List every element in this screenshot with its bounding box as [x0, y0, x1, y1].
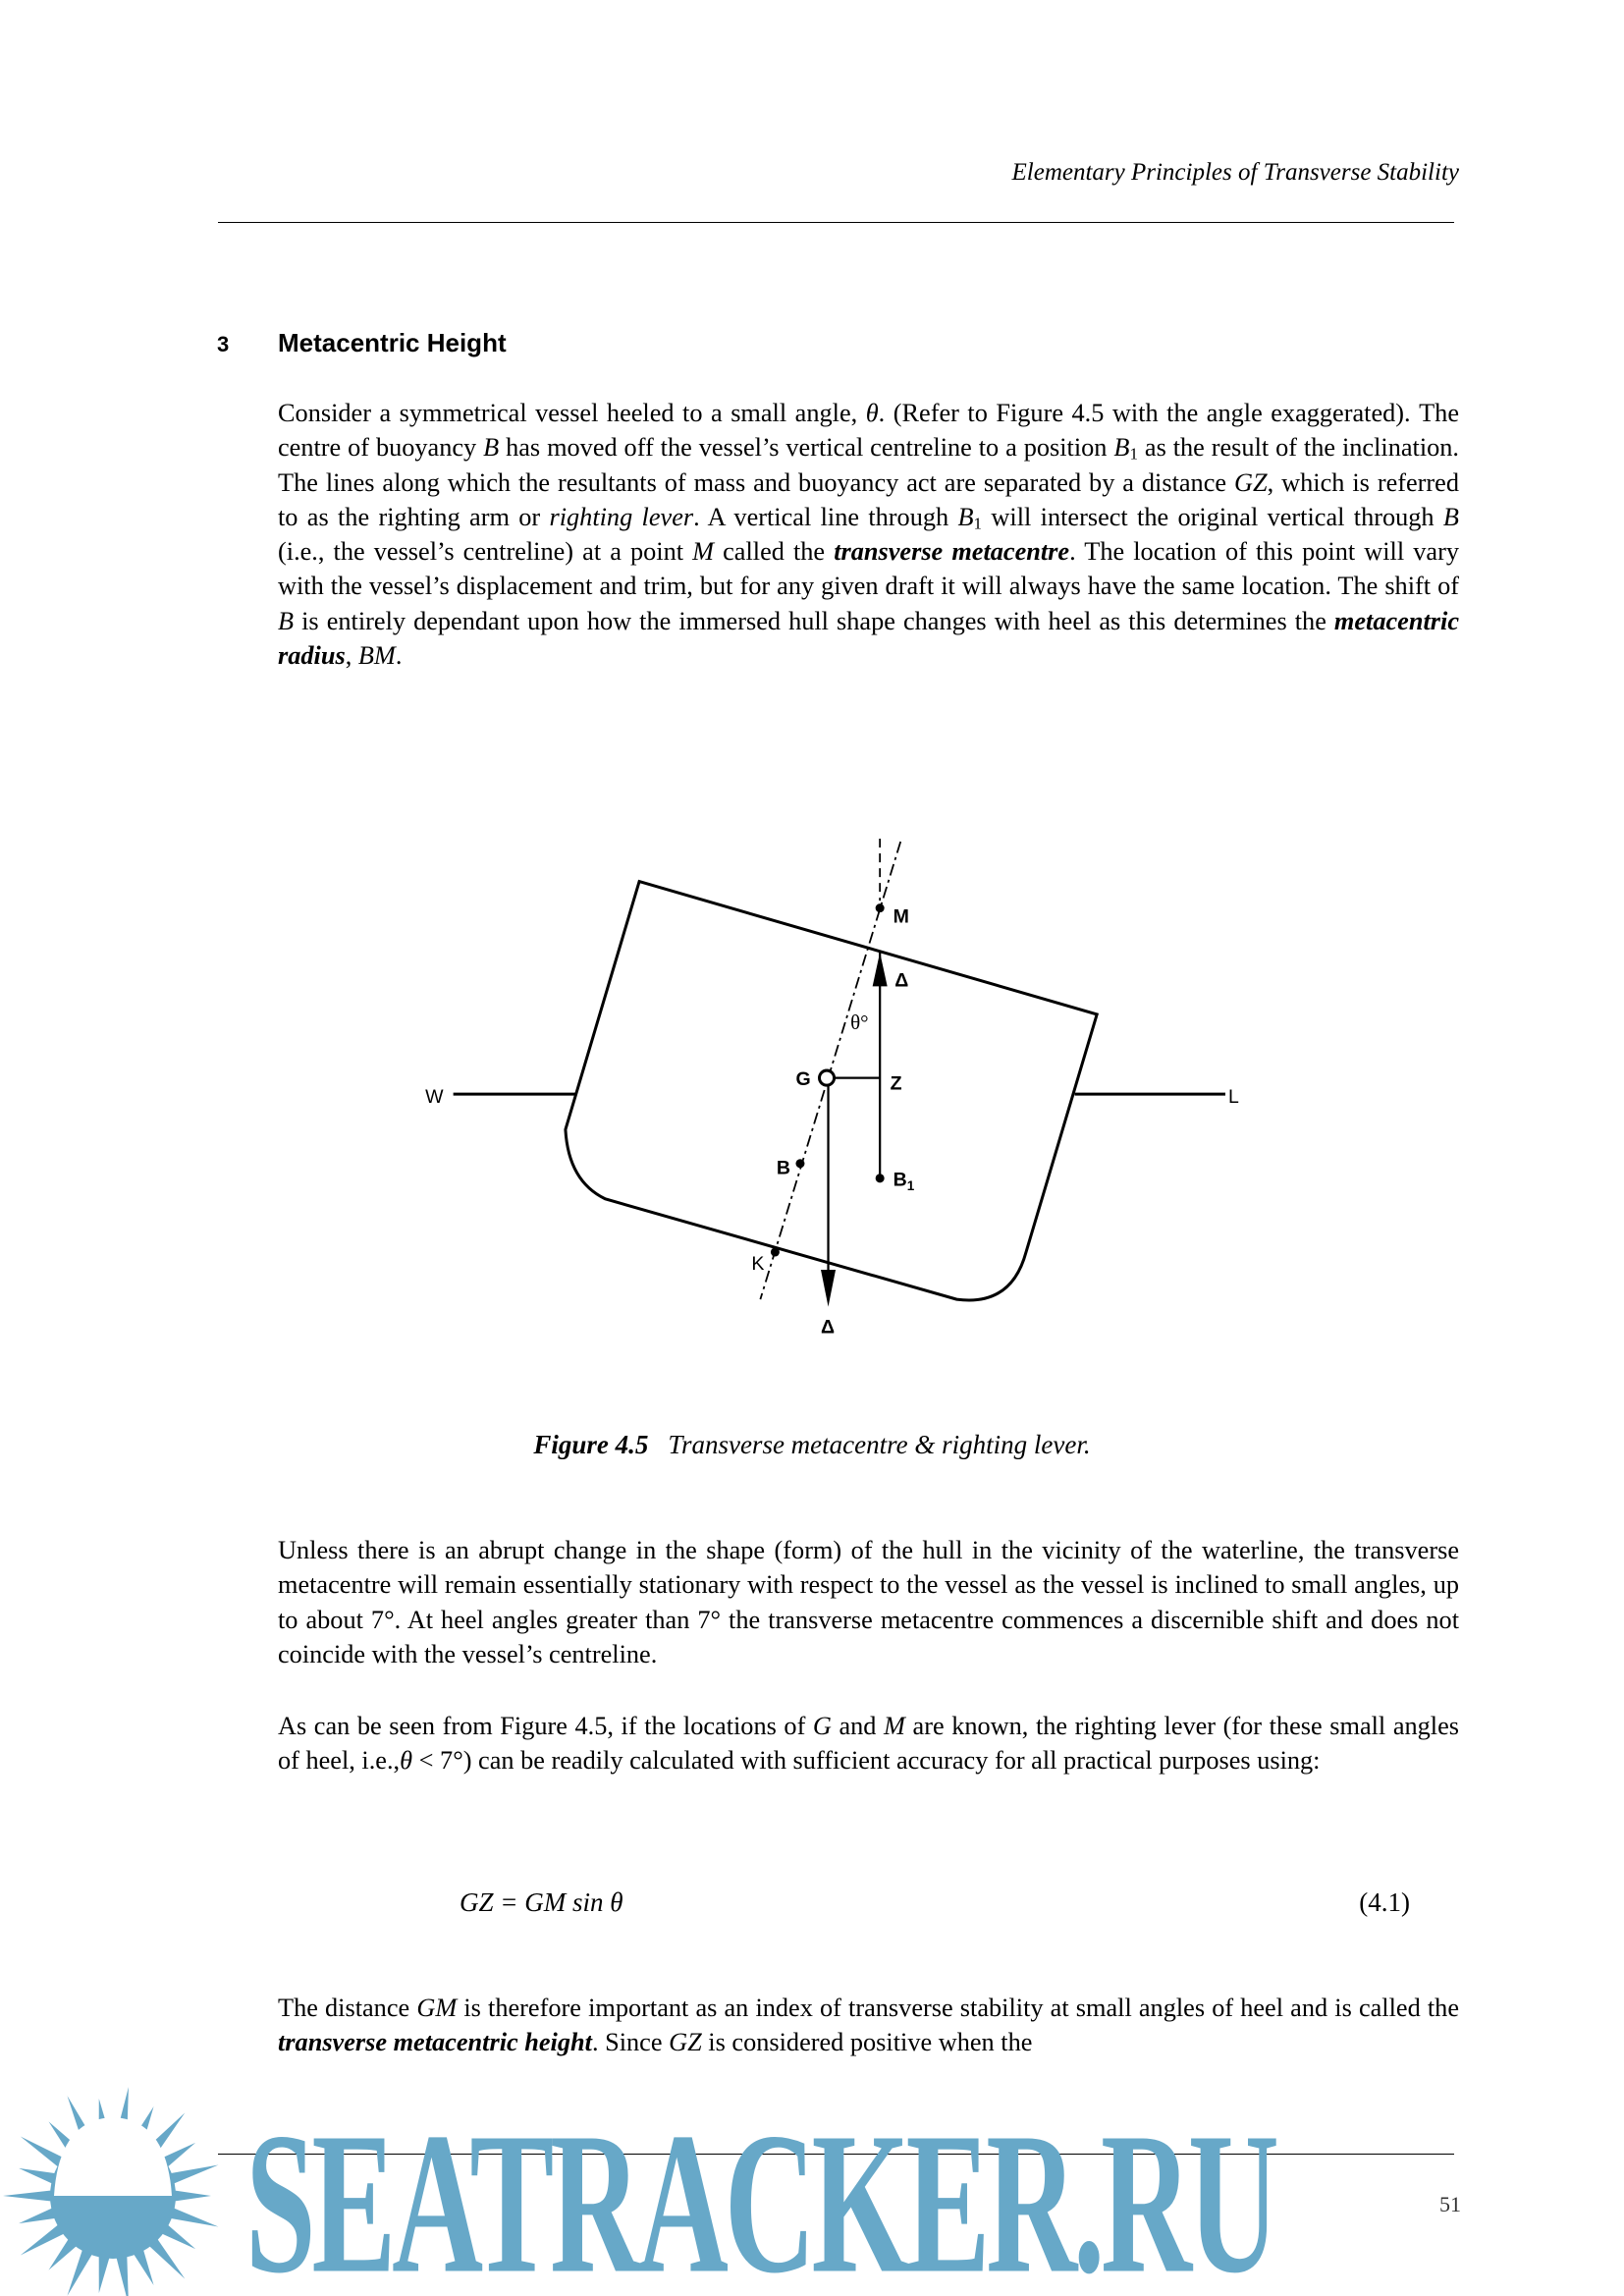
section-title: Metacentric Height: [278, 328, 507, 357]
text-run: M: [692, 537, 715, 567]
text-run: As can be seen from Figure 4.5, if the locations of: [278, 1712, 813, 1740]
sun-ray: [148, 2238, 185, 2279]
text-run: .: [395, 641, 403, 671]
text-run: righting lever: [549, 502, 694, 531]
g-centre-symbol: [820, 1070, 835, 1085]
text-run: called the: [714, 537, 835, 567]
arrow-down: [821, 1270, 836, 1307]
sun-ray: [170, 2164, 219, 2184]
text-run: B: [957, 502, 974, 531]
paragraph: [278, 1991, 1459, 2060]
emphasized-term: metacentric radius: [278, 606, 1459, 671]
text-run: BM: [357, 641, 396, 671]
watermark-sun-logo: [0, 2080, 245, 2296]
hull-outline: [566, 882, 1097, 1300]
sun-ray: [99, 2255, 110, 2293]
label-z: Z: [890, 1072, 902, 1095]
label-theta: θ°: [850, 1010, 869, 1034]
text-run: 1: [1129, 444, 1138, 464]
text-run: has moved off the vessel’s vertical centreline to a position: [499, 433, 1114, 463]
figure-caption-label: Figure 4.5: [533, 1430, 649, 1459]
label-g: G: [795, 1068, 811, 1091]
text-run: as the result of the inclination. The lines along which the resultants of mass and buoyancy act are separated by a distance: [278, 433, 1459, 497]
text-run: . The location of this point will vary with the vessel’s displacement and trim, but for any given draft it will always have the same location. The shift of: [278, 537, 1459, 601]
text-run: will intersect the original vertical through: [982, 502, 1443, 531]
label-delta-up: Δ: [894, 969, 909, 992]
text-run: are known, the righting lever (for these small angles of heel, i.e.,: [278, 1712, 1459, 1776]
sun-ray: [19, 2208, 56, 2223]
text-run: 1: [973, 514, 983, 533]
text-run: . A vertical line through: [693, 502, 958, 531]
text-run: Consider a symmetrical vessel heeled to a small angle,: [278, 399, 866, 427]
sun-ray: [3, 2190, 52, 2201]
text-run: is considered positive when the: [701, 2028, 1033, 2057]
label-w: W: [425, 1086, 444, 1109]
text-run: B: [483, 433, 500, 463]
label-delta-down: Δ: [821, 1316, 836, 1339]
figure-caption: [0, 1430, 1624, 1460]
sun-ray: [116, 2255, 129, 2296]
emphasized-term: transverse metacentre: [834, 537, 1070, 567]
text-run: B: [1113, 433, 1130, 463]
label-k: K: [751, 1253, 765, 1276]
text-run: θ: [865, 399, 879, 427]
text-run: M: [884, 1712, 905, 1740]
text-run: is entirely dependant upon how the immersed hull shape changes with heel as this determines the: [294, 606, 1334, 635]
page-number: 51: [1439, 2192, 1461, 2216]
paragraph: [278, 1533, 1459, 1671]
label-b1: $B_1$: [893, 1169, 915, 1193]
equation-number: (4.1): [1359, 1887, 1410, 1917]
sun-ray: [67, 2249, 92, 2296]
text-run: GZ: [1234, 467, 1268, 497]
running-header: Elementary Principles of Transverse Stability: [1011, 159, 1459, 186]
sun-ray: [174, 2190, 211, 2201]
paragraph: [278, 1709, 1459, 1778]
text-run: GM: [416, 1994, 458, 2022]
sun-ray: [21, 2136, 65, 2167]
text-run: B: [1442, 502, 1459, 531]
text-run: B: [278, 606, 295, 635]
emphasized-term: transverse metacentric height: [278, 2028, 592, 2057]
text-run: . (Refer to Figure 4.5 with the angle exaggerated). The centre of buoyancy: [278, 399, 1460, 463]
text-run: (i.e., the vessel’s centreline) at a point: [278, 537, 693, 567]
text-run: < 7°) can be readily calculated with sufficient accuracy for all practical purposes using:: [412, 1746, 1321, 1776]
text-run: The distance: [278, 1994, 417, 2022]
arrow-up: [873, 953, 888, 987]
label-b: B: [776, 1157, 791, 1179]
text-run: , which is referred to as the righting arm or: [278, 467, 1460, 531]
sun-ray: [19, 2168, 56, 2184]
text-run: and: [831, 1712, 885, 1740]
sun-ray: [21, 2224, 65, 2256]
watermark-text: SEATRACKER.RU: [245, 2090, 1275, 2296]
text-run: θ: [400, 1746, 413, 1776]
text-run: . Since: [591, 2028, 670, 2057]
label-m: M: [893, 905, 909, 928]
section-number: 3: [217, 332, 230, 356]
text-run: G: [812, 1712, 832, 1740]
figure-caption-text: Transverse metacentre & righting lever.: [668, 1430, 1091, 1459]
text-run: GZ: [669, 2028, 702, 2057]
label-l: L: [1227, 1086, 1239, 1109]
text-run: Unless there is an abrupt change in the shape (form) of the hull in the vicinity of the waterline, the transverse metacentre will remain essentially stationary with respect to the vessel as the vessel is inclined to small angles, up to about 7°. At heel angles greater than 7° the transverse metacentre commences a discernible shift and does not coincide with the vessel’s centreline.: [278, 1536, 1459, 1668]
text-run: ,: [345, 641, 358, 671]
sun-ray: [170, 2208, 219, 2227]
equation: GZ = GM sin θ: [460, 1887, 623, 1917]
text-run: is therefore important as an index of transverse stability at small angles of heel and is called the: [457, 1994, 1459, 2022]
